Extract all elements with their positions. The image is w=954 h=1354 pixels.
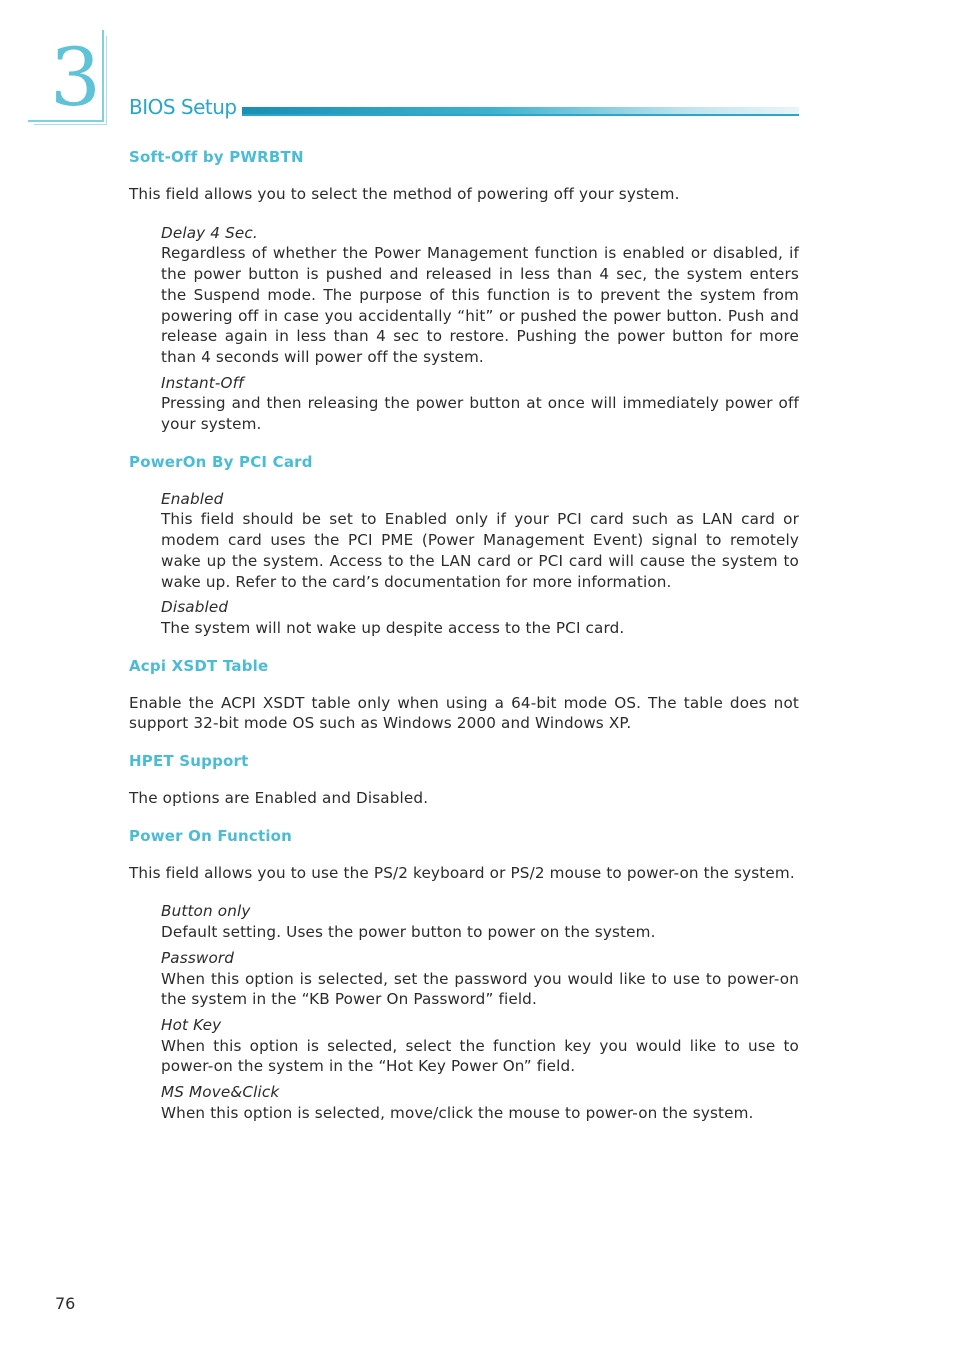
chapter-number: 3: [50, 31, 101, 124]
section-title: Power On Function: [129, 826, 293, 845]
section-intro: Enable the ACPI XSDT table only when using a 64-bit mode OS. The table does not support 32-bit mode OS such as Windows 2000 and Windows XP.: [129, 693, 799, 733]
section-title: Acpi XSDT Table: [129, 656, 269, 675]
option-description: Default setting. Uses the power button to power on the system.: [161, 923, 656, 942]
option-item: [161, 948, 799, 1010]
section-title: PowerOn By PCI Card: [129, 452, 313, 471]
option-description: When this option is selected, set the password you would like to use to power-on the system in the “KB Power On Password” field.: [161, 969, 799, 1009]
option-name: Disabled: [161, 598, 229, 617]
option-name: Password: [161, 948, 235, 967]
section-intro: This field allows you to use the PS/2 keyboard or PS/2 mouse to power-on the system.: [129, 863, 795, 882]
section-intro: This field allows you to select the method of powering off your system.: [129, 185, 680, 203]
option-item: [161, 373, 799, 435]
section-power-on-function: [129, 827, 799, 1124]
section-intro: The options are Enabled and Disabled.: [129, 789, 429, 808]
option-name: Enabled: [161, 489, 224, 508]
section-title: Soft-Off by PWRBTN: [129, 148, 304, 166]
option-description: Regardless of whether the Power Management function is enabled or disabled, if the power button is pushed and released in less than 4 sec, the system enters the Suspend mode. The purpose of this function is to prevent the system from powering off in case you accidentally “hit” or pushed the power button. Push and release again in less than 4 sec to restore. Pushing the power button for more than 4 seconds will power off the system.: [161, 244, 799, 366]
option-name: Hot Key: [161, 1015, 222, 1034]
section-title: HPET Support: [129, 752, 249, 771]
option-name: MS Move&Click: [161, 1083, 280, 1102]
section-acpi-xsdt-table: [129, 657, 799, 734]
option-name: Instant-Off: [161, 373, 244, 392]
option-item: [161, 489, 799, 593]
option-name: Delay 4 Sec.: [161, 223, 258, 242]
option-item: [161, 1015, 799, 1077]
section-poweron-by-pci-card: [129, 453, 799, 639]
option-description: This field should be set to Enabled only if your PCI card such as LAN card or modem card uses the PCI PME (Power Management Event) signal to remotely wake up the system. Access to the LAN card or PCI card will cause the system to wake up. Refer to the card’s documentation for more information.: [161, 510, 799, 591]
option-name: Button only: [161, 902, 251, 921]
option-description: Pressing and then releasing the power button at once will immediately power off your system.: [161, 394, 799, 434]
header-bar-underline: [242, 114, 799, 116]
section-hpet-support: [129, 752, 799, 809]
option-item: [161, 223, 799, 368]
chapter-title: BIOS Setup: [129, 95, 237, 119]
page-number: 76: [55, 1294, 76, 1313]
option-description: When this option is selected, select the function key you would like to use to power-on the system in the “Hot Key Power On” field.: [161, 1036, 799, 1076]
section-soft-off-by-pwrbtn: [129, 148, 799, 435]
option-item: [161, 597, 799, 638]
option-item: [161, 901, 799, 942]
option-item: [161, 1082, 799, 1123]
page-content: [129, 148, 799, 1142]
option-description: The system will not wake up despite access to the PCI card.: [161, 618, 625, 637]
option-description: When this option is selected, move/click the mouse to power-on the system.: [161, 1103, 754, 1122]
